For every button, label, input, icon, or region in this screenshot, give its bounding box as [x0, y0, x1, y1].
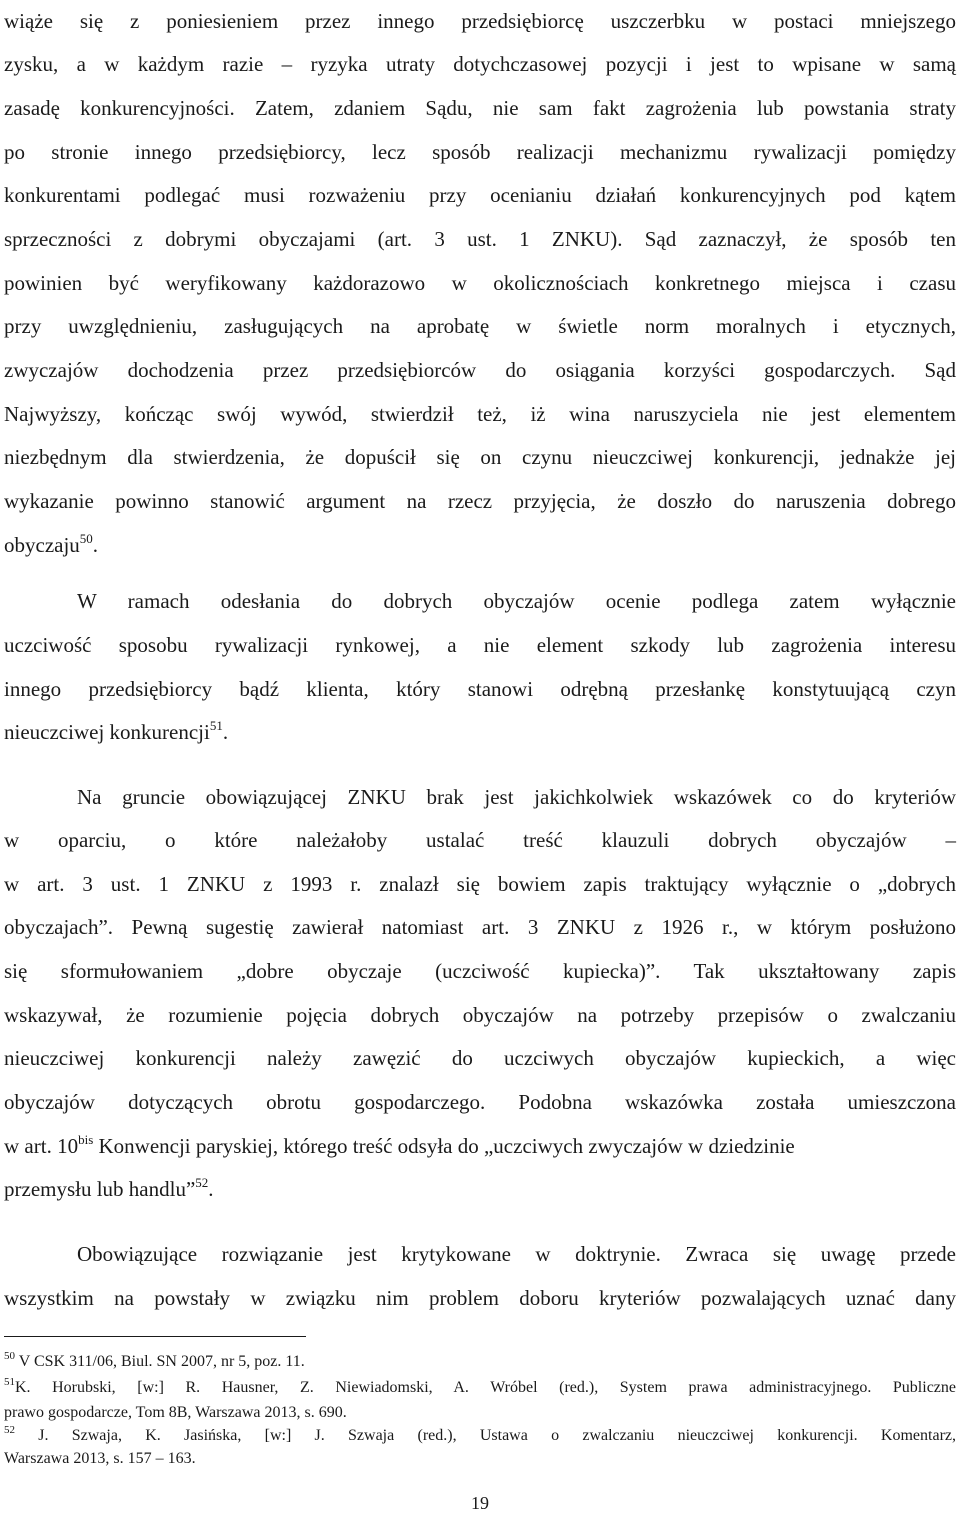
text-fragment: obyczaju: [4, 533, 80, 557]
footnote-50: [4, 1352, 956, 1372]
text-fragment: w art. 10: [4, 1134, 79, 1158]
sentence-period: .: [208, 1177, 214, 1201]
text-line-last: [4, 718, 956, 746]
footnote-ref-50: 50: [79, 531, 93, 546]
text-line: przy uwzględnieniu, zasługujących na aprobatę w świetle norm moralnych i etycznych,: [4, 314, 956, 338]
text-line: obyczajach”. Pewną sugestię zawierał natomiast art. 3 ZNKU z 1926 r., w którym posłużono: [4, 915, 956, 939]
text-line: wskazywał, że rozumienie pojęcia dobrych obyczajów na potrzeby przepisów o zwalczaniu: [4, 1003, 956, 1027]
text-line: [4, 1132, 956, 1160]
sentence-period: .: [92, 533, 99, 557]
text-line: zwyczajów dochodzenia przez przedsiębiorców do osiągania korzyści gospodarczych. Sąd: [4, 358, 956, 382]
paragraph-first-line: Obowiązujące rozwiązanie jest krytykowane w doktrynie. Zwraca się uwagę przede: [77, 1242, 956, 1266]
paragraph-first-line: Na gruncie obowiązującej ZNKU brak jest jakichkolwiek wskazówek co do kryteriów: [77, 785, 956, 809]
text-fragment: przemysłu lub handlu”: [4, 1177, 196, 1201]
text-line-last: [4, 531, 956, 559]
footnote-text-continued: Warszawa 2013, s. 157 – 163.: [4, 1450, 196, 1467]
footnote-number: 51: [4, 1376, 15, 1388]
footnote-text: V CSK 311/06, Biul. SN 2007, nr 5, poz. 11.: [15, 1353, 305, 1370]
text-line: wszystkim na powstały w związku nim problem doboru kryteriów pozwalających uznać dany: [4, 1286, 956, 1310]
footnote-number: 50: [4, 1350, 15, 1362]
footnote-text-continued: prawo gospodarcze, Tom 8B, Warszawa 2013, s. 690.: [4, 1404, 347, 1421]
text-line: wiąże się z poniesieniem przez innego przedsiębiorcę uszczerbku w postaci mniejszego: [4, 9, 956, 33]
text-line: obyczajów dotyczących obrotu gospodarczego. Podobna wskazówka została umieszczona: [4, 1090, 956, 1114]
footnote-ref-52: 52: [195, 1175, 209, 1190]
footnote-ref-51: 51: [209, 718, 223, 733]
text-line: innego przedsiębiorcy bądź klienta, który stanowi odrębną przesłankę konstytuującą czyn: [4, 677, 956, 701]
footnote-52: [4, 1426, 956, 1446]
text-line: powinien być weryfikowany każdorazowo w okolicznościach konkretnego miejsca i czasu: [4, 271, 956, 295]
text-line: niezbędnym dla stwierdzenia, że dopuścił się on czynu nieuczciwej konkurencji, jednakże jej: [4, 445, 956, 469]
text-line: w art. 3 ust. 1 ZNKU z 1993 r. znalazł się bowiem zapis traktujący wyłącznie o „dobrych: [4, 872, 956, 896]
text-line: się sformułowaniem „dobre obyczaje (uczciwość kupiecka)”. Tak ukształtowany zapis: [4, 959, 956, 983]
footnote-number: 52: [4, 1424, 15, 1436]
text-fragment: Konwencji paryskiej, którego treść odsyła do „uczciwych zwyczajów w dziedzinie: [98, 1134, 795, 1158]
footnote-text: J. Szwaja, K. Jasińska, [w:] J. Szwaja (red.), Ustawa o zwalczaniu nieuczciwej konkurencji. Komentarz,: [15, 1427, 956, 1444]
text-line: Najwyższy, kończąc swój wywód, stwierdził też, iż wina naruszyciela nie jest elementem: [4, 402, 956, 426]
paragraph-first-line: W ramach odesłania do dobrych obyczajów ocenie podlega zatem wyłącznie: [77, 589, 956, 613]
text-line: uczciwość sposobu rywalizacji rynkowej, a nie element szkody lub zagrożenia interesu: [4, 633, 956, 657]
text-line: konkurentami podlegać musi rozważeniu przy ocenianiu działań konkurencyjnych pod kątem: [4, 183, 956, 207]
sentence-period: .: [222, 720, 229, 744]
text-line: nieuczciwej konkurencji należy zawęzić do uczciwych obyczajów kupieckich, a więc: [4, 1046, 956, 1070]
page-number: 19: [471, 1493, 489, 1513]
text-fragment: nieuczciwej konkurencji: [4, 720, 210, 744]
text-line: zysku, a w każdym razie – ryzyka utraty dotychczasowej pozycji i jest to wpisane w samą: [4, 52, 956, 76]
footnote-51: [4, 1378, 956, 1398]
text-line-last: [4, 1175, 956, 1203]
text-line: wykazanie powinno stanowić argument na rzecz przyjęcia, że doszło do naruszenia dobrego: [4, 489, 956, 513]
footnote-text: K. Horubski, [w:] R. Hausner, Z. Niewiadomski, A. Wróbel (red.), System prawa administracyjnego. Publiczne: [15, 1379, 956, 1396]
superscript-bis: bis: [78, 1132, 94, 1147]
footnote-separator: [4, 1336, 306, 1337]
text-line: zasadę konkurencyjności. Zatem, zdaniem Sądu, nie sam fakt zagrożenia lub powstania straty: [4, 96, 956, 120]
text-line: w oparciu, o które należałoby ustalać treść klauzuli dobrych obyczajów –: [4, 828, 956, 852]
text-line: sprzeczności z dobrymi obyczajami (art. 3 ust. 1 ZNKU). Sąd zaznaczył, że sposób ten: [4, 227, 956, 251]
text-line: po stronie innego przedsiębiorcy, lecz sposób realizacji mechanizmu rywalizacji pomiędzy: [4, 140, 956, 164]
